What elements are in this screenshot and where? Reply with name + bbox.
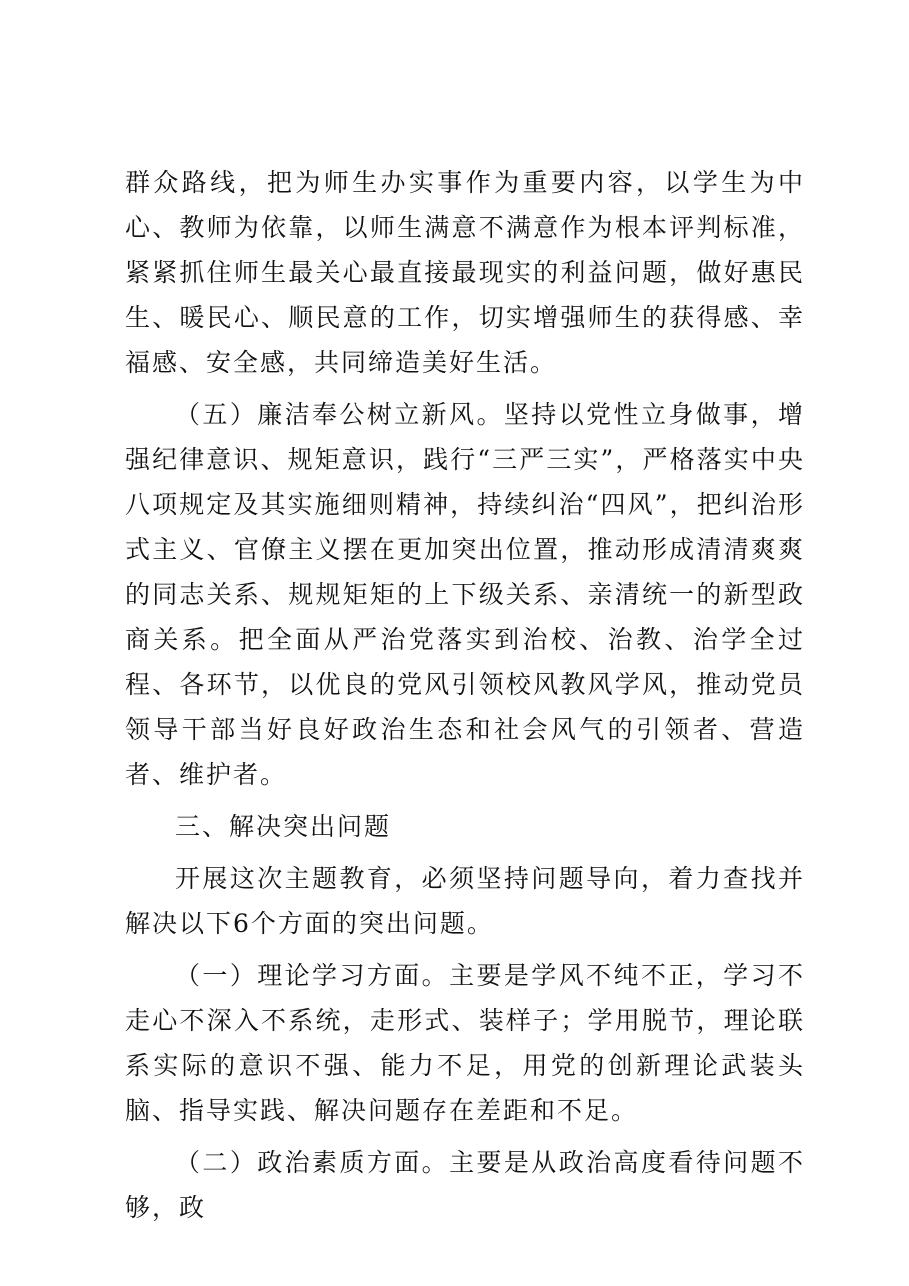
document-body <box>125 160 805 1237</box>
paragraph-problem-2: （二）政治素质方面。主要是从政治高度看待问题不够，政 <box>125 1148 805 1222</box>
section-heading: 三、解决突出问题 <box>175 812 392 841</box>
paragraph-item-5: （五）廉洁奉公树立新风。坚持以党性立身做事，增强纪律意识、规矩意识，践行“三严三实”，严格落实中央八项规定及其实施细则精神，持续纠治“四风”，把纠治形式主义、官僚主义摆在更加突出位置，推动形成清清爽爽的同志关系、规规矩矩的上下级关系、亲清统一的新型政商关系。把全面从严治党落实到治校、治教、治学全过程、各环节，以优良的党风引领校风教风学风，推动党员领导干部当好良好政治生态和社会风气的引领者、营造者、维护者。 <box>125 400 805 789</box>
paragraph-problem-1: （一）理论学习方面。主要是学风不纯不正，学习不走心不深入不系统，走形式、装样子；学用脱节，理论联系实际的意识不强、能力不足，用党的创新理论武装头脑、指导实践、解决问题存在差距和不足。 <box>125 961 805 1125</box>
paragraph-intro: 开展这次主题教育，必须坚持问题导向，着力查找并解决以下6个方面的突出问题。 <box>125 864 805 938</box>
paragraph-continuation: 群众路线，把为师生办实事作为重要内容，以学生为中心、教师为依靠，以师生满意不满意作为根本评判标准，紧紧抓住师生最关心最直接最现实的利益问题，做好惠民生、暖民心、顺民意的工作，切实增强师生的获得感、幸福感、安全感，共同缔造美好生活。 <box>125 168 805 377</box>
